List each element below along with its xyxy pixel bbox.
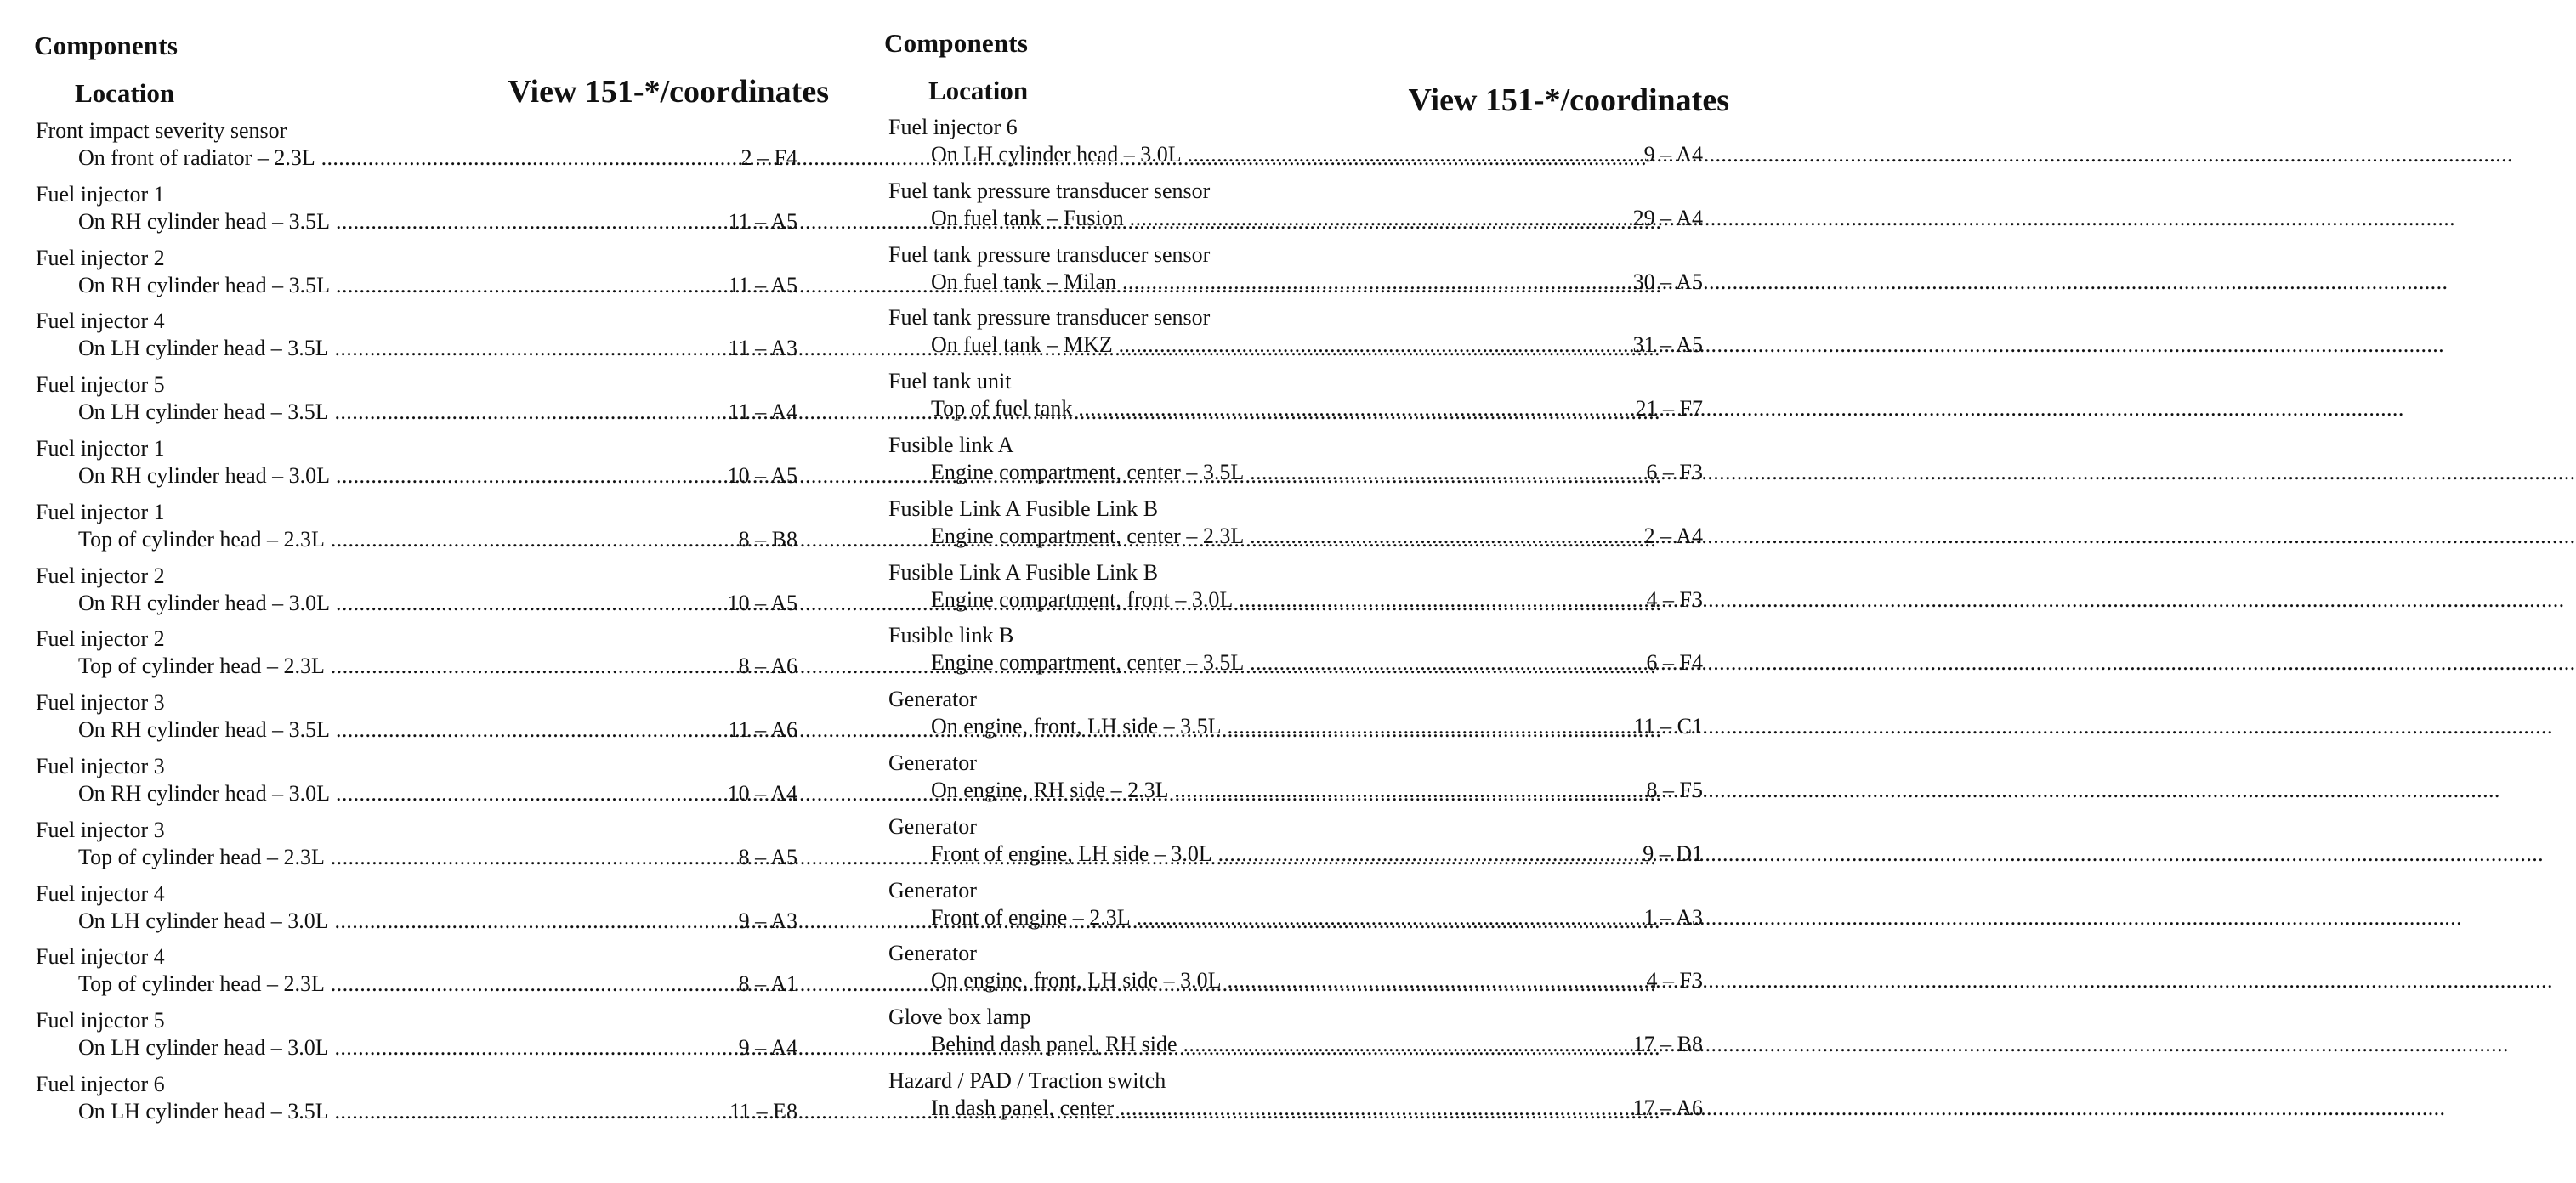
component-coordinates: 11 – E8 — [729, 1098, 797, 1124]
component-entry — [888, 1004, 1703, 1067]
component-location: On RH cylinder head – 3.5L ..... — [78, 208, 672, 235]
component-name: Generator — [888, 813, 977, 839]
component-location: On RH cylinder head – 3.5L ..... — [78, 716, 672, 744]
component-name: Fusible Link A Fusible Link B — [888, 559, 1159, 585]
component-coordinates: 9 – A4 — [1643, 142, 1703, 167]
component-entry — [36, 563, 801, 626]
component-name: Front impact severity sensor — [36, 118, 287, 143]
component-location: Front of engine – 2.3L ..... — [931, 904, 1524, 931]
component-entry — [36, 1071, 801, 1135]
component-name: Generator — [888, 687, 977, 712]
location-column-header: Location — [928, 76, 1029, 105]
component-location: Behind dash panel, RH side ..... — [931, 1031, 1524, 1058]
component-name: Fusible link A — [888, 432, 1014, 457]
component-entry — [36, 499, 801, 563]
component-coordinates: 10 – A5 — [727, 462, 797, 488]
component-location: In dash panel, center ..... — [931, 1095, 1524, 1122]
component-coordinates: 10 – A4 — [727, 780, 797, 806]
component-coordinates: 8 – A5 — [738, 844, 797, 869]
component-location: Top of cylinder head – 2.3L ..... — [78, 526, 672, 553]
component-name: Fuel tank pressure transducer sensor — [888, 305, 1211, 331]
component-name: Fuel injector 4 — [36, 308, 165, 334]
component-coordinates: 6 – F3 — [1646, 459, 1703, 484]
component-name: Fuel injector 5 — [36, 1008, 165, 1033]
component-coordinates: 11 – A3 — [728, 336, 797, 361]
component-name: Fuel injector 1 — [36, 181, 165, 207]
component-name: Fuel injector 4 — [36, 880, 165, 906]
component-entry — [36, 817, 801, 880]
component-coordinates: 6 – F4 — [1646, 650, 1703, 676]
component-coordinates: 1 – A3 — [1643, 904, 1703, 930]
location-column-header: Location — [75, 78, 175, 108]
component-coordinates: 4 – F3 — [1646, 586, 1703, 612]
component-coordinates: 8 – A1 — [738, 971, 797, 997]
component-name: Fuel tank pressure transducer sensor — [888, 178, 1211, 203]
component-entry — [888, 1067, 1703, 1131]
component-coordinates: 2 – F4 — [740, 145, 797, 170]
component-entry — [888, 304, 1703, 368]
component-location: Engine compartment, center – 3.5L ..... — [931, 459, 1524, 486]
component-name: Fuel injector 5 — [36, 372, 165, 398]
component-location: On fuel tank – Fusion ..... — [931, 205, 1524, 232]
component-entry — [36, 181, 801, 245]
component-name: Glove box lamp — [888, 1005, 1031, 1030]
component-entry — [36, 943, 801, 1007]
component-coordinates: 2 – A4 — [1643, 523, 1703, 548]
component-name: Generator — [888, 941, 977, 966]
component-name: Fuel injector 4 — [36, 944, 165, 970]
component-entry — [888, 686, 1703, 750]
component-coordinates: 8 – F5 — [1646, 777, 1703, 802]
component-name: Generator — [888, 750, 977, 775]
component-coordinates: 11 – A5 — [728, 208, 797, 234]
component-location: Engine compartment, center – 2.3L ..... — [931, 523, 1524, 550]
component-entry — [36, 371, 801, 435]
component-name: Fuel tank unit — [888, 369, 1012, 394]
component-coordinates: 8 – B8 — [738, 526, 797, 552]
component-location: On RH cylinder head – 3.0L ..... — [78, 462, 672, 490]
component-location: On fuel tank – MKZ ..... — [931, 331, 1524, 359]
component-location: On LH cylinder head – 3.5L ..... — [78, 1098, 672, 1125]
component-coordinates: 8 – A6 — [738, 654, 797, 679]
component-name: Fuel injector 6 — [888, 115, 1018, 139]
left-page — [34, 0, 850, 1183]
view-coordinates-column-header: View 151-*/coordinates — [508, 74, 829, 110]
component-coordinates: 11 – A5 — [728, 272, 797, 297]
component-entry — [888, 750, 1703, 813]
component-location: On engine, RH side – 2.3L ..... — [931, 777, 1524, 804]
components-heading: Components — [34, 31, 179, 60]
component-entry — [888, 622, 1703, 686]
component-location: Top of cylinder head – 2.3L ..... — [78, 844, 672, 871]
component-coordinates: 4 – F3 — [1646, 968, 1703, 993]
component-coordinates: 17 – B8 — [1632, 1032, 1703, 1057]
component-name: Hazard / PAD / Traction switch — [888, 1067, 1166, 1093]
component-name: Fuel injector 2 — [36, 245, 165, 270]
component-entry — [36, 435, 801, 499]
component-coordinates: 9 – A3 — [738, 908, 797, 933]
component-location: On RH cylinder head – 3.0L ..... — [78, 590, 672, 617]
component-name: Fuel injector 1 — [36, 435, 165, 461]
component-name: Fuel injector 3 — [36, 753, 165, 778]
component-entry — [888, 241, 1703, 305]
component-entry — [36, 1007, 801, 1071]
component-entry — [888, 495, 1703, 559]
component-entry — [36, 308, 801, 371]
component-name: Fusible Link A Fusible Link B — [888, 495, 1159, 521]
component-location: On engine, front, LH side – 3.0L ..... — [931, 967, 1524, 994]
right-page — [884, 0, 1729, 1183]
component-location: Top of cylinder head – 2.3L ..... — [78, 653, 672, 680]
component-list — [888, 114, 1703, 1131]
component-location: Front of engine, LH side – 3.0L ..... — [931, 841, 1524, 868]
component-location: On LH cylinder head – 3.5L ..... — [78, 399, 672, 426]
component-coordinates: 11 – A6 — [728, 717, 797, 743]
component-location: On LH cylinder head – 3.0L ..... — [78, 908, 672, 935]
component-entry — [888, 813, 1703, 877]
component-coordinates: 29 – A4 — [1632, 205, 1703, 230]
component-location: On fuel tank – Milan ..... — [931, 269, 1524, 296]
component-coordinates: 21 – F7 — [1635, 396, 1703, 422]
component-coordinates: 9 – D1 — [1643, 841, 1703, 866]
component-entry — [36, 625, 801, 689]
component-entry — [888, 877, 1703, 941]
component-location: On LH cylinder head – 3.0L ..... — [78, 1034, 672, 1061]
component-coordinates: 30 – A5 — [1632, 269, 1703, 294]
component-entry — [888, 559, 1703, 623]
component-coordinates: 17 – A6 — [1632, 1095, 1703, 1120]
component-coordinates: 11 – C1 — [1633, 714, 1703, 739]
component-name: Fuel injector 2 — [36, 563, 165, 588]
component-name: Fusible link B — [888, 623, 1014, 648]
component-location: On engine, front, LH side – 3.5L ..... — [931, 713, 1524, 740]
component-location: Top of cylinder head – 2.3L ..... — [78, 971, 672, 998]
component-entry — [888, 940, 1703, 1004]
component-coordinates: 11 – A4 — [728, 399, 797, 425]
component-entry — [36, 117, 801, 181]
component-location: Engine compartment, front – 3.0L ..... — [931, 586, 1524, 614]
component-entry — [888, 368, 1703, 432]
component-location: On front of radiator – 2.3L ..... — [78, 144, 672, 172]
component-list — [36, 117, 801, 1135]
component-location: On RH cylinder head – 3.0L ..... — [78, 780, 672, 807]
component-coordinates: 9 – A4 — [738, 1035, 797, 1061]
component-location: Top of fuel tank ..... — [931, 395, 1524, 422]
component-location: On LH cylinder head – 3.5L ..... — [78, 335, 672, 362]
component-name: Fuel injector 3 — [36, 690, 165, 716]
component-location: On LH cylinder head – 3.0L ..... — [931, 141, 1524, 168]
component-entry — [888, 178, 1703, 241]
component-name: Fuel injector 3 — [36, 817, 165, 842]
component-coordinates: 31 – A5 — [1632, 332, 1703, 358]
component-location: Engine compartment, center – 3.5L ..... — [931, 649, 1524, 676]
component-name: Fuel injector 2 — [36, 626, 165, 652]
view-coordinates-column-header: View 151-*/coordinates — [1408, 82, 1729, 118]
component-name: Fuel injector 1 — [36, 499, 165, 524]
component-coordinates: 10 – A5 — [727, 590, 797, 615]
component-entry — [36, 880, 801, 944]
component-entry — [36, 753, 801, 817]
component-name: Generator — [888, 877, 977, 903]
components-heading: Components — [884, 28, 1029, 58]
component-entry — [36, 245, 801, 308]
component-name: Fuel tank pressure transducer sensor — [888, 241, 1211, 267]
component-entry — [888, 432, 1703, 495]
component-name: Fuel injector 6 — [36, 1071, 165, 1096]
component-location: On RH cylinder head – 3.5L ..... — [78, 272, 672, 299]
component-entry — [888, 114, 1703, 178]
component-entry — [36, 689, 801, 753]
